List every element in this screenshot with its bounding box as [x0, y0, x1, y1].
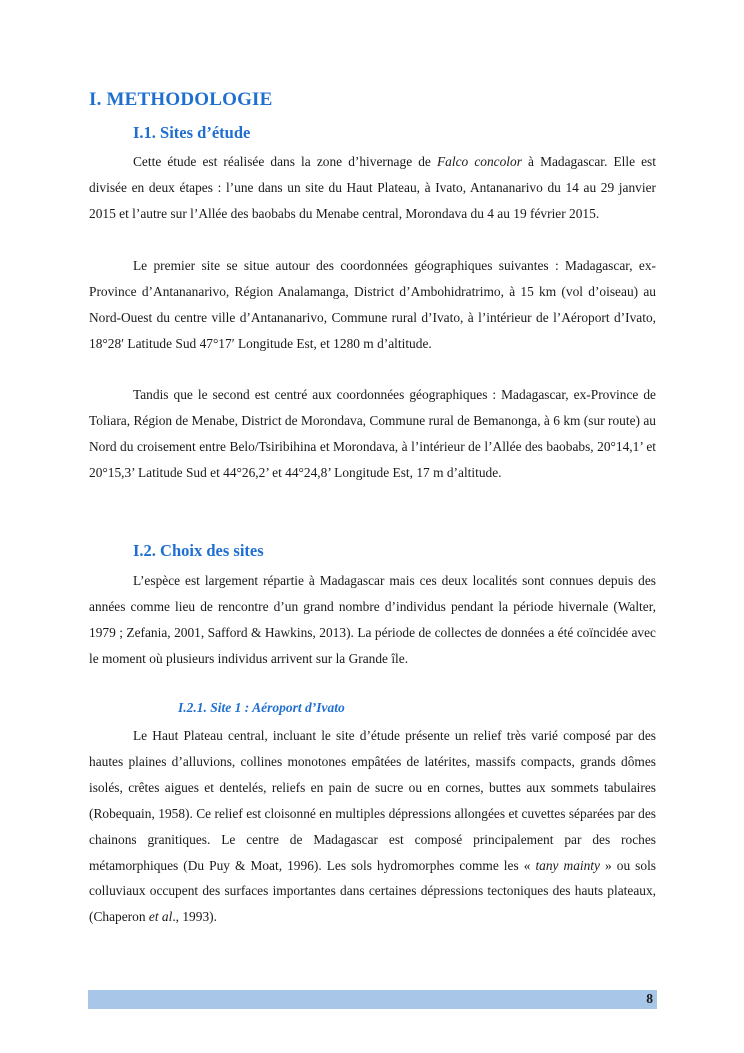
paragraph-haut-plateau: Le Haut Plateau central, incluant le site d’étude présente un relief très varié composé par des hautes plaines d’alluvions, collines monotones empâtées de latérites, massifs compacts, grands dômes isolés, crêtes aigues et dentelés, reliefs en pain de sucre ou en cornes, buttes aux sommets tabulaires (Robequain, 1958). Ce relief est cloisonné en multiples dépressions allongées et cuvettes séparées par des chainons granitiques. Le centre de Madagascar est composé principalement par des roches métamorphiques (Du Puy & Moat, 1996). Les sols hydromorphes comme les « tany mainty » ou sols colluviaux occupent des surfaces importantes dans certaines dépressions tectoniques des hauts plateaux, (Chaperon et al., 1993).: [89, 728, 657, 925]
page-number: 8: [646, 991, 653, 1006]
section-heading-choice: I.2. Choix des sites: [133, 541, 264, 560]
chapter-heading: I. METHODOLOGIE: [89, 89, 273, 110]
paragraph-site1-coordinates: Le premier site se situe autour des coordonnées géographiques suivantes : Madagascar, ex-Province d’Antananarivo, Région Analamanga, District d’Ambohidratrimo, à 15 km (vol d’oiseau) au Nord-Ouest du centre ville d’Antananarivo, Commune rural d’Ivato, à l’intérieur de l’Aéroport d’Ivato, 18°28′ Latitude Sud 47°17′ Longitude Est, et 1280 m d’altitude.: [89, 258, 656, 351]
subsection-heading-site1: I.2.1. Site 1 : Aéroport d’Ivato: [178, 700, 345, 715]
footer-bar: [88, 990, 657, 1009]
paragraph-site2-coordinates: Tandis que le second est centré aux coordonnées géographiques : Madagascar, ex-Province de Toliara, Région de Menabe, District de Morondava, Commune rural de Bemanonga, à 6 km (sur route) au Nord du croisement entre Belo/Tsiribihina et Morondava, à l’intérieur de l’Allée des baobabs, 20°14,1’ et 20°15,3’ Latitude Sud et 44°26,2’ et 44°24,8’ Longitude Est, 17 m d’altitude.: [89, 387, 656, 480]
species-name: Falco concolor: [436, 154, 522, 169]
paragraph-study-period: Cette étude est réalisée dans la zone d’hivernage de Falco concolor à Madagascar. Elle est divisée en deux étapes : l’une dans un site du Haut Plateau, à Ivato, Antananarivo du 14 au 29 janvier 2015 et l’autre sur l’Allée des baobabs du Menabe central, Morondava du 4 au 19 février 2015.: [89, 154, 656, 221]
malagasy-term: tany mainty: [535, 857, 600, 873]
paragraph-site-choice: L’espèce est largement répartie à Madagascar mais ces deux localités sont connues depuis des années comme lieu de rencontre d’un grand nombre d’individus pendant la période hivernale (Walter, 1979 ; Zefania, 2001, Safford & Hawkins, 2013). La période de collectes de données a été coïncidée avec le moment où plusieurs individus arrivent sur la Grande île.: [89, 573, 656, 666]
section-heading-sites: I.1. Sites d’étude: [133, 123, 251, 142]
